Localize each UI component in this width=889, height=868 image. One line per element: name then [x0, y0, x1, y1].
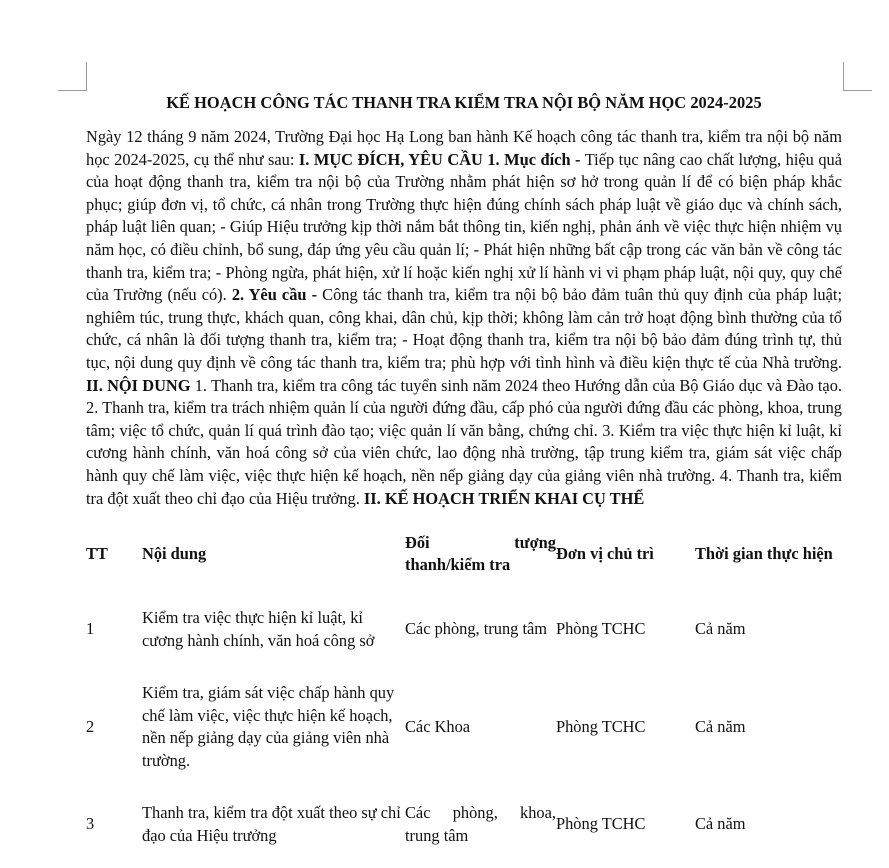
plan-table	[86, 522, 842, 868]
header-unit: Đơn vị chủ trì	[556, 543, 654, 563]
header-target: Đối tượng thanh/kiểm tra	[405, 532, 556, 575]
cell-tt: 1	[86, 619, 95, 639]
body-run: Công tác thanh tra, kiểm tra nội bộ bảo đảm tuân thủ quy định của pháp luật; nghiêm túc, trung thực, khách quan, công khai, dân chủ, kịp thời; không làm cản trở hoạt động bình thường của tổ chức, cá nhân là đối tượng thanh tra, kiểm tra; - Hoạt động thanh tra, kiểm tra nội bộ bảo đảm đúng trình tự, thủ tục, nội dung quy định về công tác thanh tra, kiểm tra; phù hợp với tình hình và điều kiện thực tế của Nhà trường.	[86, 285, 842, 372]
cell-unit: Phòng TCHC	[556, 619, 646, 639]
body-run: Ngày 12 tháng 9 năm 2024, Trường Đại học Hạ Long ban hành Kế hoạch công tác thanh tra, kiểm tra nội bộ năm học 2024-2025, cụ thể như sau:	[86, 127, 842, 169]
cell-unit: Phòng TCHC	[556, 716, 646, 736]
cell-target: Các phòng, khoa, trung tâm	[405, 803, 556, 845]
page-corner-mark-right	[843, 62, 872, 91]
cell-content: Thanh tra, kiểm tra đột xuất theo sự chỉ đạo của Hiệu trưởng	[142, 803, 401, 845]
body-run: 1. Thanh tra, kiểm tra công tác tuyển sinh năm 2024 theo Hướng dẫn của Bộ Giáo dục và Đào tạo. 2. Thanh tra, kiểm tra trách nhiệm quản lí của người đứng đầu, cấp phó của người đứng đầu các phòng, khoa, trung tâm; việc tổ chức, quản lí quá trình đào tạo; việc quản lí văn bằng, chứng chỉ. 3. Kiểm tra việc thực hiện kỉ luật, kỉ cương hành chính, văn hoá công sở của viên chức, lao động nhà trường, tập trung kiểm tra, giám sát việc chấp hành quy chế làm việc, việc thực hiện kế hoạch, nền nếp giảng dạy của giảng viên nhà trường. 4. Thanh tra, kiểm tra đột xuất theo chỉ đạo của Hiệu trưởng.	[86, 375, 842, 508]
page-corner-mark-left	[58, 62, 87, 91]
cell-tt: 3	[86, 814, 95, 834]
cell-time: Cả năm	[695, 619, 746, 639]
cell-content: Kiểm tra, giám sát việc chấp hành quy chế làm việc, việc thực hiện kế hoạch, nền nếp giảng dạy của giảng viên nhà trường.	[142, 682, 395, 770]
cell-content: Kiểm tra việc thực hiện kỉ luật, kỉ cương hành chính, văn hoá công sở	[142, 608, 375, 650]
body-run: Tiếp tục nâng cao chất lượng, hiệu quả của hoạt động thanh tra, kiểm tra nội bộ của Trường nhằm phát hiện sơ hở trong quản lí để có biện pháp khắc phục; giúp đơn vị, tổ chức, cá nhân trong Trường thực hiện đúng chính sách pháp luật về giáo dục và chính sách, pháp luật liên quan; - Giúp Hiệu trưởng kịp thời nắm bắt thông tin, kiến nghị, phản ánh về việc thực hiện nhiệm vụ năm học, có điều chỉnh, bổ sung, đáp ứng yêu cầu quản lí; - Phát hiện những bất cập trong các văn bản về công tác thanh tra, kiểm tra; - Phòng ngừa, phát hiện, xử lí hoặc kiến nghị xử lí hành vi vi phạm pháp luật, nội quy, quy chế của Trường (nếu có).	[86, 149, 842, 305]
cell-time: Cả năm	[695, 716, 746, 736]
body-run-bold: II. NỘI DUNG	[86, 375, 191, 395]
header-tt: TT	[86, 543, 108, 563]
body-run-bold: 2. Yêu cầu -	[231, 285, 318, 305]
header-time: Thời gian thực hiện	[695, 543, 833, 563]
table-row	[86, 673, 842, 781]
cell-time: Cả năm	[695, 814, 746, 834]
document-title: KẾ HOẠCH CÔNG TÁC THANH TRA KIỂM TRA NỘI BỘ NĂM HỌC 2024-2025	[166, 93, 762, 112]
body-run-bold: II. KẾ HOẠCH TRIỂN KHAI CỤ THỂ	[363, 488, 645, 508]
table-row	[86, 586, 842, 673]
cell-tt: 2	[86, 716, 95, 736]
table-row	[86, 781, 842, 868]
cell-unit: Phòng TCHC	[556, 814, 646, 834]
cell-target: Các phòng, trung tâm	[405, 619, 548, 639]
table-header-row	[86, 522, 842, 586]
header-content: Nội dung	[142, 543, 207, 563]
document-page	[86, 92, 842, 868]
document-body	[86, 126, 842, 510]
body-run-bold: I. MỤC ĐÍCH, YÊU CẦU 1. Mục đích -	[298, 149, 581, 169]
cell-target: Các Khoa	[405, 716, 471, 736]
